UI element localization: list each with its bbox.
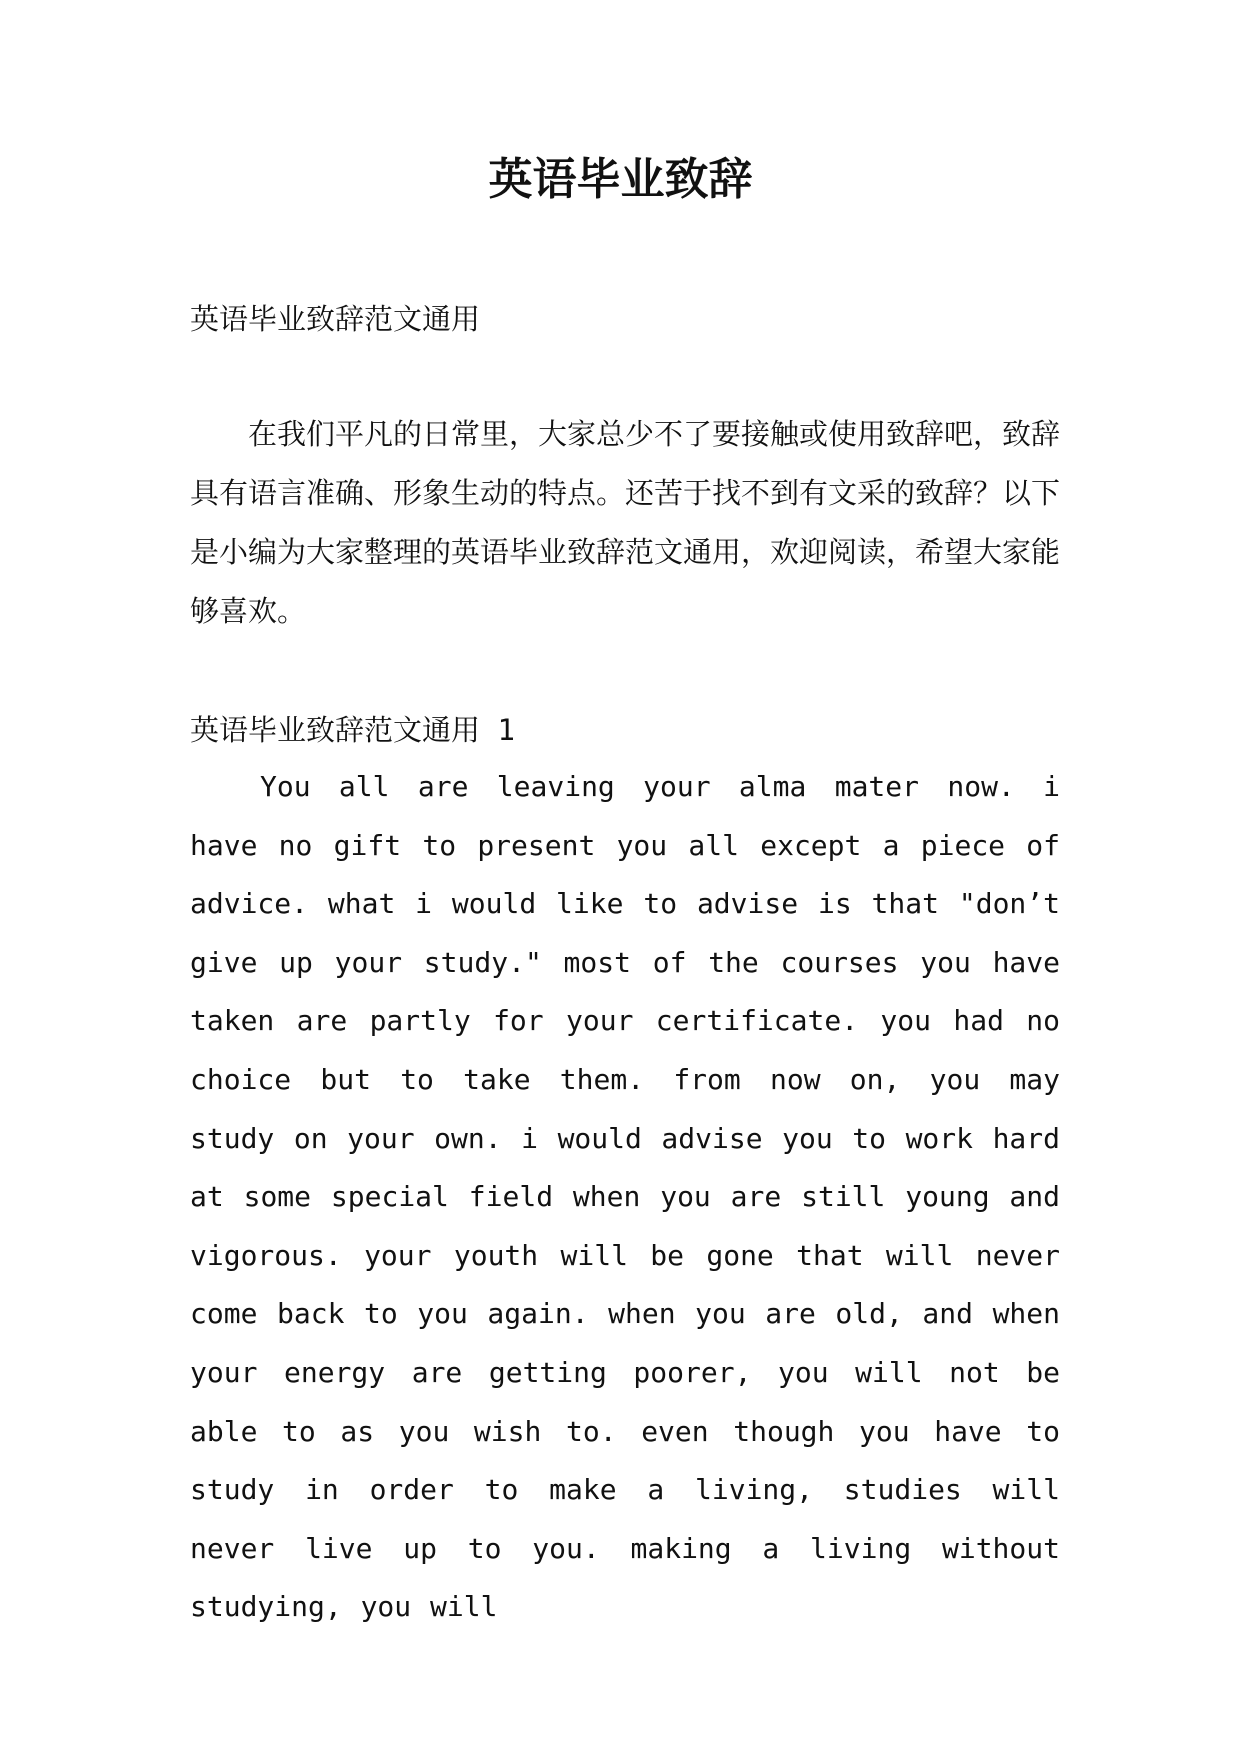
document-subtitle: 英语毕业致辞范文通用 bbox=[190, 302, 481, 336]
section-1-heading: 英语毕业致辞范文通用 1 bbox=[190, 713, 515, 747]
document-title: 英语毕业致辞 bbox=[488, 154, 753, 205]
intro-paragraph: 在我们平凡的日常里，大家总少不了要接触或使用致辞吧，致辞具有语言准确、形象生动的特点。还苦于找不到有文采的致辞？以下是小编为大家整理的英语毕业致辞范文通用，欢迎阅读，希望大家能够喜欢。 bbox=[190, 417, 1061, 628]
section-1-body: You all are leaving your alma mater now. i have no gift to present you all except a piece of advice. what i would like to advise is that "don’t give up your study." most of the courses you have taken are partly for your certificate. you had no choice but to take them. from now on, you may study on your own. i would advise you to work hard at some special field when you are still young and vigorous. your youth will be gone that will never come back to you again. when you are old, and when your energy are getting poorer, you will not be able to as you wish to. even though you have to study in order to make a living, studies will never live up to you. making a living without studying, you will bbox=[190, 770, 1060, 1624]
